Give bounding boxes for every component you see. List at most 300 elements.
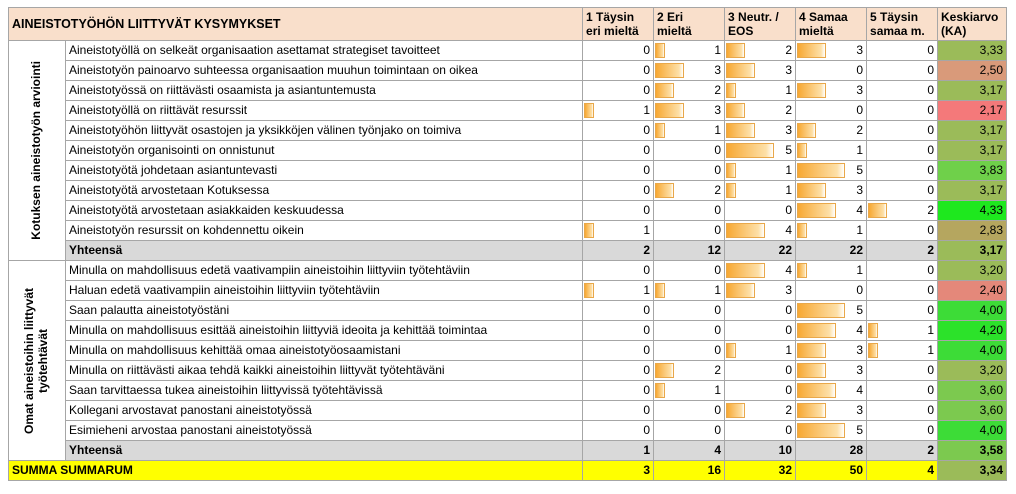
response-count xyxy=(654,361,725,381)
cell-value: 0 xyxy=(714,303,722,317)
response-count xyxy=(796,181,867,201)
response-count xyxy=(725,141,796,161)
data-bar xyxy=(797,143,807,158)
cell-value: 0 xyxy=(714,403,722,417)
question-text: Minulla on riittävästi aikaa tehdä kaikki aineistoihin liittyvät työtehtäväni xyxy=(66,361,583,381)
cell-value: 4 xyxy=(714,443,722,457)
cell-value: 3 xyxy=(856,83,864,97)
cell-value: 3 xyxy=(785,123,793,137)
cell-value: 2 xyxy=(714,83,722,97)
data-bar xyxy=(655,183,674,198)
total-count xyxy=(583,241,654,261)
response-count xyxy=(867,421,938,441)
cell-value: 0 xyxy=(643,403,651,417)
question-text: Aineistotyön organisointi on onnistunut xyxy=(66,141,583,161)
cell-value: 0 xyxy=(927,403,935,417)
cell-value: 0 xyxy=(643,343,651,357)
cell-value: 0 xyxy=(785,203,793,217)
data-bar xyxy=(726,163,736,178)
cell-value: 1 xyxy=(856,263,864,277)
cell-value: 0 xyxy=(927,363,935,377)
data-bar xyxy=(584,283,594,298)
total-count xyxy=(654,441,725,461)
cell-value: 1 xyxy=(785,163,793,177)
cell-value: 0 xyxy=(927,123,935,137)
response-count xyxy=(654,121,725,141)
data-bar xyxy=(655,63,684,78)
data-bar xyxy=(726,403,745,418)
response-count xyxy=(654,401,725,421)
summa-row xyxy=(9,461,1007,481)
cell-value: 16 xyxy=(707,463,722,477)
question-text: Aineistotyötä johdetaan asiantuntevasti xyxy=(66,161,583,181)
response-count xyxy=(867,341,938,361)
response-count xyxy=(867,261,938,281)
data-bar xyxy=(655,83,674,98)
response-count xyxy=(796,381,867,401)
response-count xyxy=(725,81,796,101)
cell-value: 1 xyxy=(856,223,864,237)
response-count xyxy=(654,181,725,201)
response-count xyxy=(654,301,725,321)
cell-value: 0 xyxy=(643,183,651,197)
cell-value: 3 xyxy=(856,343,864,357)
data-bar xyxy=(797,223,807,238)
cell-value: 0 xyxy=(927,183,935,197)
data-bar xyxy=(726,343,736,358)
cell-value: 3 xyxy=(856,363,864,377)
question-text: Kollegani arvostavat panostani aineistotyössä xyxy=(66,401,583,421)
response-count xyxy=(867,81,938,101)
cell-value: 0 xyxy=(927,223,935,237)
response-count xyxy=(867,281,938,301)
average-cell: 4,33 xyxy=(938,201,1007,221)
response-count xyxy=(867,361,938,381)
table-row xyxy=(9,81,1007,101)
data-bar xyxy=(584,103,594,118)
cell-value: 3 xyxy=(856,183,864,197)
cell-value: 0 xyxy=(643,143,651,157)
response-count xyxy=(867,101,938,121)
data-bar xyxy=(726,123,755,138)
category-text: Kotuksen aineistotyön arviointi xyxy=(29,61,43,240)
data-bar xyxy=(797,423,845,438)
cell-value: 4 xyxy=(856,383,864,397)
cell-value: 0 xyxy=(856,63,864,77)
cell-value: 1 xyxy=(643,283,651,297)
response-count xyxy=(796,61,867,81)
data-bar xyxy=(797,163,845,178)
data-bar xyxy=(655,123,665,138)
table-row xyxy=(9,41,1007,61)
average-cell: 2,17 xyxy=(938,101,1007,121)
response-count xyxy=(725,221,796,241)
table-row xyxy=(9,101,1007,121)
cell-value: 0 xyxy=(927,63,935,77)
cell-value: 4 xyxy=(785,263,793,277)
data-bar xyxy=(868,343,878,358)
data-bar xyxy=(868,203,887,218)
data-bar xyxy=(655,43,665,58)
cell-value: 1 xyxy=(927,343,935,357)
col-header-5: 5 Täysin samaa m. xyxy=(867,8,938,41)
cell-value: 1 xyxy=(714,283,722,297)
question-text: Aineistotyöllä on riittävät resurssit xyxy=(66,101,583,121)
table-row xyxy=(9,201,1007,221)
response-count xyxy=(725,161,796,181)
question-text: Minulla on mahdollisuus kehittää omaa aineistotyöosaamistani xyxy=(66,341,583,361)
response-count xyxy=(583,361,654,381)
cell-value: 0 xyxy=(927,83,935,97)
response-count xyxy=(725,301,796,321)
total-count xyxy=(583,441,654,461)
question-text: Aineistotyöhön liittyvät osastojen ja yksikköjen välinen työnjako on toimiva xyxy=(66,121,583,141)
cell-value: 4 xyxy=(856,323,864,337)
response-count xyxy=(583,81,654,101)
data-bar xyxy=(797,343,826,358)
average-cell: 3,33 xyxy=(938,41,1007,61)
cell-value: 1 xyxy=(714,383,722,397)
question-text: Haluan edetä vaativampiin aineistoihin liittyviin työtehtäviin xyxy=(66,281,583,301)
table-row xyxy=(9,141,1007,161)
response-count xyxy=(654,101,725,121)
category-text: Omat aineistoihin liittyvät työtehtävät xyxy=(22,287,50,434)
col-header-avg: Keskiarvo (KA) xyxy=(938,8,1007,41)
cell-value: 1 xyxy=(714,123,722,137)
response-count xyxy=(796,421,867,441)
cell-value: 0 xyxy=(714,203,722,217)
col-header-4: 4 Samaa mieltä xyxy=(796,8,867,41)
cell-value: 0 xyxy=(785,383,793,397)
table-title: AINEISTOTYÖHÖN LIITTYVÄT KYSYMYKSET xyxy=(9,8,583,41)
cell-value: 2 xyxy=(785,103,793,117)
cell-value: 0 xyxy=(927,303,935,317)
average-cell: 3,34 xyxy=(938,461,1007,481)
response-count xyxy=(867,41,938,61)
cell-value: 0 xyxy=(643,163,651,177)
cell-value: 0 xyxy=(714,323,722,337)
response-count xyxy=(654,381,725,401)
cell-value: 0 xyxy=(643,263,651,277)
cell-value: 5 xyxy=(785,143,793,157)
cell-value: 1 xyxy=(643,223,651,237)
table-row xyxy=(9,161,1007,181)
summa-count xyxy=(583,461,654,481)
data-bar xyxy=(726,223,765,238)
response-count xyxy=(796,161,867,181)
cell-value: 3 xyxy=(714,63,722,77)
average-cell: 2,83 xyxy=(938,221,1007,241)
question-text: Aineistotyön resurssit on kohdennettu oikein xyxy=(66,221,583,241)
data-bar xyxy=(797,383,836,398)
response-count xyxy=(796,221,867,241)
response-count xyxy=(867,401,938,421)
question-text: Minulla on mahdollisuus esittää aineistoihin liittyviä ideoita ja kehittää toimintaa xyxy=(66,321,583,341)
cell-value: 0 xyxy=(927,143,935,157)
total-count xyxy=(796,241,867,261)
cell-value: 4 xyxy=(856,203,864,217)
cell-value: 2 xyxy=(714,363,722,377)
cell-value: 32 xyxy=(778,463,793,477)
table-row xyxy=(9,261,1007,281)
response-count xyxy=(867,201,938,221)
response-count xyxy=(583,61,654,81)
table-row xyxy=(9,401,1007,421)
response-count xyxy=(867,141,938,161)
summa-count xyxy=(867,461,938,481)
question-text: Aineistotyötä arvostetaan asiakkaiden keskuudessa xyxy=(66,201,583,221)
response-count xyxy=(796,361,867,381)
data-bar xyxy=(584,223,594,238)
cell-value: 0 xyxy=(643,303,651,317)
cell-value: 0 xyxy=(785,363,793,377)
summa-count xyxy=(725,461,796,481)
response-count xyxy=(654,281,725,301)
cell-value: 0 xyxy=(785,303,793,317)
cell-value: 0 xyxy=(643,63,651,77)
table-row xyxy=(9,221,1007,241)
response-count xyxy=(583,101,654,121)
cell-value: 0 xyxy=(643,123,651,137)
response-count xyxy=(725,341,796,361)
col-header-1: 1 Täysin eri mieltä xyxy=(583,8,654,41)
cell-value: 0 xyxy=(643,83,651,97)
header-row xyxy=(9,8,1007,41)
data-bar xyxy=(797,123,816,138)
response-count xyxy=(583,421,654,441)
response-count xyxy=(725,61,796,81)
average-cell: 3,17 xyxy=(938,181,1007,201)
data-bar xyxy=(868,323,878,338)
cell-value: 0 xyxy=(643,363,651,377)
question-text: Aineistotyön painoarvo suhteessa organisaation muuhun toimintaan on oikea xyxy=(66,61,583,81)
average-cell: 2,50 xyxy=(938,61,1007,81)
average-cell: 3,20 xyxy=(938,361,1007,381)
total-count xyxy=(725,241,796,261)
data-bar xyxy=(797,203,836,218)
cell-value: 2 xyxy=(714,183,722,197)
cell-value: 2 xyxy=(785,403,793,417)
data-bar xyxy=(726,143,774,158)
response-count xyxy=(654,321,725,341)
cell-value: 0 xyxy=(927,423,935,437)
table-row xyxy=(9,381,1007,401)
data-bar xyxy=(797,263,807,278)
response-count xyxy=(583,321,654,341)
cell-value: 0 xyxy=(856,103,864,117)
response-count xyxy=(796,81,867,101)
average-cell: 3,83 xyxy=(938,161,1007,181)
average-cell: 3,58 xyxy=(938,441,1007,461)
question-text: Aineistotyötä arvostetaan Kotuksessa xyxy=(66,181,583,201)
cell-value: 0 xyxy=(927,43,935,57)
data-bar xyxy=(797,363,826,378)
response-count xyxy=(654,161,725,181)
table-row xyxy=(9,121,1007,141)
cell-value: 3 xyxy=(643,463,651,477)
data-bar xyxy=(797,83,826,98)
data-bar xyxy=(726,43,745,58)
response-count xyxy=(583,261,654,281)
cell-value: 12 xyxy=(707,243,722,257)
data-bar xyxy=(655,363,674,378)
cell-value: 0 xyxy=(714,223,722,237)
category-label xyxy=(9,41,66,261)
cell-value: 1 xyxy=(785,83,793,97)
cell-value: 0 xyxy=(643,323,651,337)
table-row xyxy=(9,181,1007,201)
response-count xyxy=(796,281,867,301)
response-count xyxy=(583,281,654,301)
average-cell: 4,00 xyxy=(938,341,1007,361)
response-count xyxy=(654,261,725,281)
cell-value: 28 xyxy=(849,443,864,457)
response-count xyxy=(867,121,938,141)
cell-value: 1 xyxy=(927,323,935,337)
average-cell: 3,60 xyxy=(938,401,1007,421)
cell-value: 0 xyxy=(643,423,651,437)
cell-value: 4 xyxy=(785,223,793,237)
average-cell: 3,17 xyxy=(938,81,1007,101)
data-bar xyxy=(655,383,665,398)
average-cell: 4,00 xyxy=(938,421,1007,441)
response-count xyxy=(654,421,725,441)
cell-value: 5 xyxy=(856,423,864,437)
cell-value: 3 xyxy=(856,403,864,417)
response-count xyxy=(725,41,796,61)
average-cell: 3,17 xyxy=(938,241,1007,261)
response-count xyxy=(796,201,867,221)
cell-value: 1 xyxy=(643,443,651,457)
cell-value: 1 xyxy=(643,103,651,117)
data-bar xyxy=(797,43,826,58)
data-bar xyxy=(726,263,765,278)
response-count xyxy=(654,201,725,221)
cell-value: 0 xyxy=(927,263,935,277)
response-count xyxy=(583,341,654,361)
data-bar xyxy=(797,183,826,198)
average-cell: 3,60 xyxy=(938,381,1007,401)
response-count xyxy=(796,341,867,361)
response-count xyxy=(583,401,654,421)
cell-value: 0 xyxy=(714,143,722,157)
cell-value: 5 xyxy=(856,163,864,177)
data-bar xyxy=(655,283,665,298)
response-count xyxy=(796,321,867,341)
cell-value: 2 xyxy=(927,443,935,457)
cell-value: 3 xyxy=(714,103,722,117)
cell-value: 0 xyxy=(927,103,935,117)
question-text: Aineistotyöllä on selkeät organisaation asettamat strategiset tavoitteet xyxy=(66,41,583,61)
response-count xyxy=(867,161,938,181)
data-bar xyxy=(726,283,755,298)
cell-value: 5 xyxy=(856,303,864,317)
table-row xyxy=(9,421,1007,441)
response-count xyxy=(725,261,796,281)
cell-value: 0 xyxy=(643,43,651,57)
data-bar xyxy=(655,103,684,118)
response-count xyxy=(583,221,654,241)
response-count xyxy=(867,181,938,201)
cell-value: 1 xyxy=(856,143,864,157)
response-count xyxy=(725,101,796,121)
response-count xyxy=(654,221,725,241)
response-count xyxy=(725,361,796,381)
cell-value: 3 xyxy=(856,43,864,57)
table-row xyxy=(9,341,1007,361)
cell-value: 0 xyxy=(714,163,722,177)
data-bar xyxy=(797,403,826,418)
response-count xyxy=(796,261,867,281)
cell-value: 2 xyxy=(856,123,864,137)
response-count xyxy=(867,321,938,341)
response-count xyxy=(796,121,867,141)
response-count xyxy=(796,41,867,61)
question-text: Minulla on mahdollisuus edetä vaativampiin aineistoihin liittyviin työtehtäviin xyxy=(66,261,583,281)
response-count xyxy=(654,81,725,101)
cell-value: 0 xyxy=(643,203,651,217)
total-count xyxy=(654,241,725,261)
group-total-row xyxy=(9,441,1007,461)
response-count xyxy=(654,341,725,361)
table-row xyxy=(9,361,1007,381)
table-row xyxy=(9,301,1007,321)
total-count xyxy=(867,441,938,461)
response-count xyxy=(725,121,796,141)
response-count xyxy=(583,141,654,161)
average-cell: 2,40 xyxy=(938,281,1007,301)
data-bar xyxy=(726,103,745,118)
cell-value: 2 xyxy=(927,243,935,257)
total-count xyxy=(796,441,867,461)
total-count xyxy=(867,241,938,261)
response-count xyxy=(796,101,867,121)
group-total-row xyxy=(9,241,1007,261)
data-bar xyxy=(726,63,755,78)
cell-value: 2 xyxy=(643,243,651,257)
average-cell: 3,17 xyxy=(938,141,1007,161)
response-count xyxy=(725,181,796,201)
response-count xyxy=(583,161,654,181)
response-count xyxy=(867,61,938,81)
cell-value: 22 xyxy=(778,243,793,257)
cell-value: 0 xyxy=(927,383,935,397)
data-bar xyxy=(726,83,736,98)
cell-value: 0 xyxy=(927,163,935,177)
total-label: Yhteensä xyxy=(66,241,583,261)
response-count xyxy=(583,301,654,321)
col-header-2: 2 Eri mieltä xyxy=(654,8,725,41)
question-text: Saan palautta aineistotyöstäni xyxy=(66,301,583,321)
cell-value: 0 xyxy=(785,323,793,337)
cell-value: 1 xyxy=(785,183,793,197)
response-count xyxy=(583,181,654,201)
data-bar xyxy=(797,323,836,338)
table-row xyxy=(9,61,1007,81)
data-bar xyxy=(726,183,736,198)
average-cell: 3,17 xyxy=(938,121,1007,141)
average-cell: 4,20 xyxy=(938,321,1007,341)
summa-count xyxy=(796,461,867,481)
survey-table xyxy=(8,7,1007,481)
average-cell: 4,00 xyxy=(938,301,1007,321)
response-count xyxy=(583,121,654,141)
response-count xyxy=(654,61,725,81)
response-count xyxy=(725,381,796,401)
cell-value: 22 xyxy=(849,243,864,257)
cell-value: 0 xyxy=(856,283,864,297)
col-header-3: 3 Neutr. / EOS xyxy=(725,8,796,41)
